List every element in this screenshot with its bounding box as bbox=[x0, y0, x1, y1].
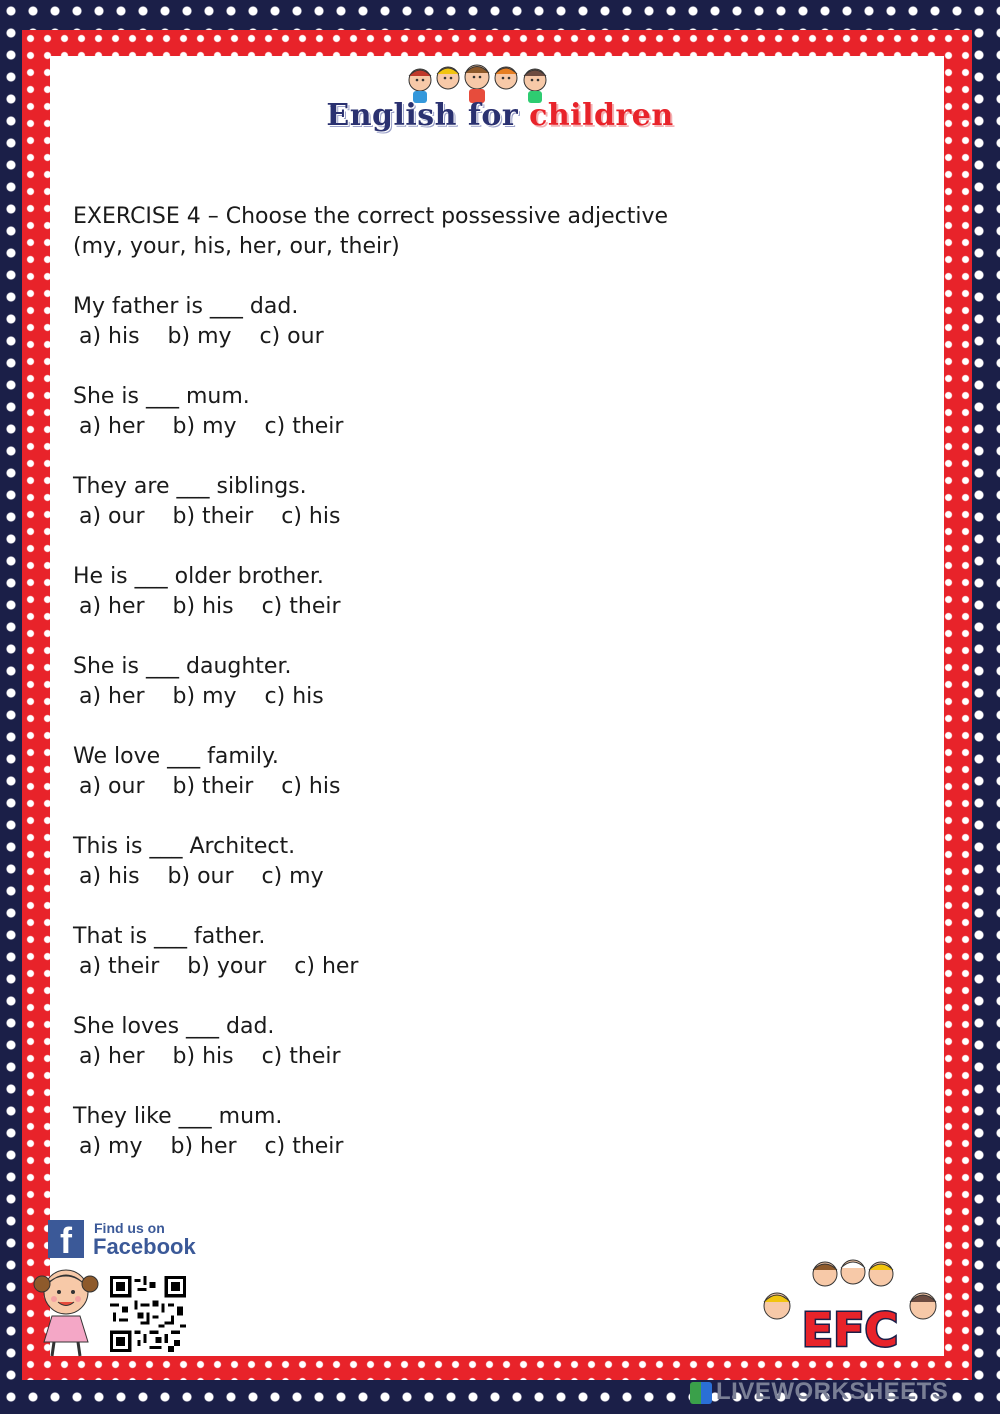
question-item bbox=[73, 652, 773, 712]
question-text: She is ___ mum. bbox=[73, 384, 250, 409]
question-item bbox=[73, 382, 773, 442]
efc-logo-icon bbox=[755, 1256, 945, 1356]
exercise-subtitle: (my, your, his, her, our, their) bbox=[73, 234, 400, 259]
question-text: My father is ___ dad. bbox=[73, 294, 299, 319]
exercise-title: EXERCISE 4 – Choose the correct possessive adjective bbox=[73, 204, 669, 229]
question-text: They are ___ siblings. bbox=[73, 474, 307, 499]
question-options[interactable]: a) her b) his c) their bbox=[79, 1044, 341, 1069]
facebook-find-text: Find us on bbox=[94, 1220, 165, 1236]
question-options[interactable]: a) my b) her c) their bbox=[79, 1134, 344, 1159]
question-options[interactable]: a) her b) my c) their bbox=[79, 414, 344, 439]
question-options[interactable]: a) our b) their c) his bbox=[79, 774, 341, 799]
question-text: That is ___ father. bbox=[73, 924, 266, 949]
english-for-children-logo bbox=[0, 98, 1000, 133]
logo-for-text: for bbox=[456, 98, 530, 133]
liveworksheets-badge-icon bbox=[690, 1382, 712, 1404]
exercise-content bbox=[73, 202, 773, 1162]
question-options[interactable]: a) our b) their c) his bbox=[79, 504, 341, 529]
facebook-badge[interactable] bbox=[48, 1220, 208, 1260]
girl-illustration-icon bbox=[28, 1262, 108, 1358]
question-item bbox=[73, 292, 773, 352]
facebook-icon: f bbox=[48, 1220, 84, 1258]
question-text: We love ___ family. bbox=[73, 744, 279, 769]
question-item bbox=[73, 1012, 773, 1072]
question-options[interactable]: a) her b) his c) their bbox=[79, 594, 341, 619]
question-text: He is ___ older brother. bbox=[73, 564, 324, 589]
qr-code-icon bbox=[110, 1276, 186, 1352]
question-options[interactable]: a) their b) your c) her bbox=[79, 954, 359, 979]
logo-children-text: children bbox=[529, 98, 674, 133]
question-text: This is ___ Architect. bbox=[73, 834, 296, 859]
question-options[interactable]: a) his b) my c) our bbox=[79, 324, 324, 349]
question-options[interactable]: a) his b) our c) my bbox=[79, 864, 324, 889]
question-item bbox=[73, 562, 773, 622]
question-item bbox=[73, 832, 773, 892]
facebook-name-text: Facebook bbox=[93, 1234, 196, 1259]
question-item bbox=[73, 922, 773, 982]
question-item bbox=[73, 472, 773, 532]
watermark-text: LIVEWORKSHEETS bbox=[716, 1378, 949, 1405]
efc-text: EFC bbox=[801, 1303, 899, 1356]
question-text: She is ___ daughter. bbox=[73, 654, 292, 679]
question-text: They like ___ mum. bbox=[73, 1104, 283, 1129]
liveworksheets-watermark bbox=[690, 1378, 990, 1408]
question-item bbox=[73, 1102, 773, 1162]
question-options[interactable]: a) her b) my c) his bbox=[79, 684, 324, 709]
logo-english-text: English bbox=[326, 98, 457, 133]
question-item bbox=[73, 742, 773, 802]
question-text: She loves ___ dad. bbox=[73, 1014, 275, 1039]
